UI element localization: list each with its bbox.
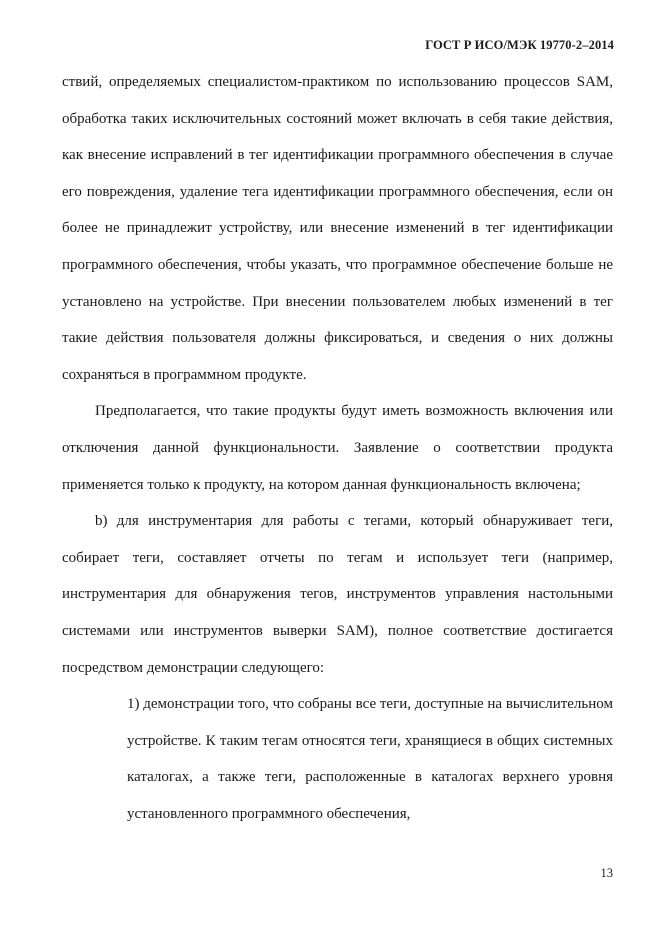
document-header: ГОСТ Р ИСО/МЭК 19770-2–2014 [425, 38, 614, 52]
page-number: 13 [600, 866, 613, 880]
sub-list-item-1: 1) демонстрации того, что собраны все теги, доступные на вычислительном устройстве. К таким тегам относятся теги, хранящиеся в общих системных каталогах, а также теги, расположенные в каталогах верхнего уровня установленного программного обеспечения, [127, 696, 613, 822]
page-body [62, 64, 613, 832]
list-item-b: b) для инструментария для работы с тегами, который обнаруживает теги, собирает теги, составляет отчеты по тегам и использует теги (например, инструментария для обнаружения тегов, инструментов управления настольными системами или инструментов выверки SAM), полное соответствие достигается посредством демонстрации следующего: [62, 513, 613, 676]
paragraph-continuation: ствий, определяемых специалистом-практиком по использованию процессов SAM, обработка таких исключительных состояний может включать в себя такие действия, как внесение исправлений в тег идентификации программного обеспечения в случае его повреждения, удаление тега идентификации программного обеспечения, если он более не принадлежит устройству, или внесение изменений в тег идентификации программного обеспечения, чтобы указать, что программное обеспечение больше не установлено на устройстве. При внесении пользователем любых изменений в тег такие действия пользователя должны фиксироваться, и сведения о них должны сохраняться в программном продукте. [62, 74, 613, 383]
paragraph-assumption: Предполагается, что такие продукты будут иметь возможность включения или отключения данной функциональности. Заявление о соответствии продукта применяется только к продукту, на котором данная функциональность включена; [62, 403, 613, 493]
